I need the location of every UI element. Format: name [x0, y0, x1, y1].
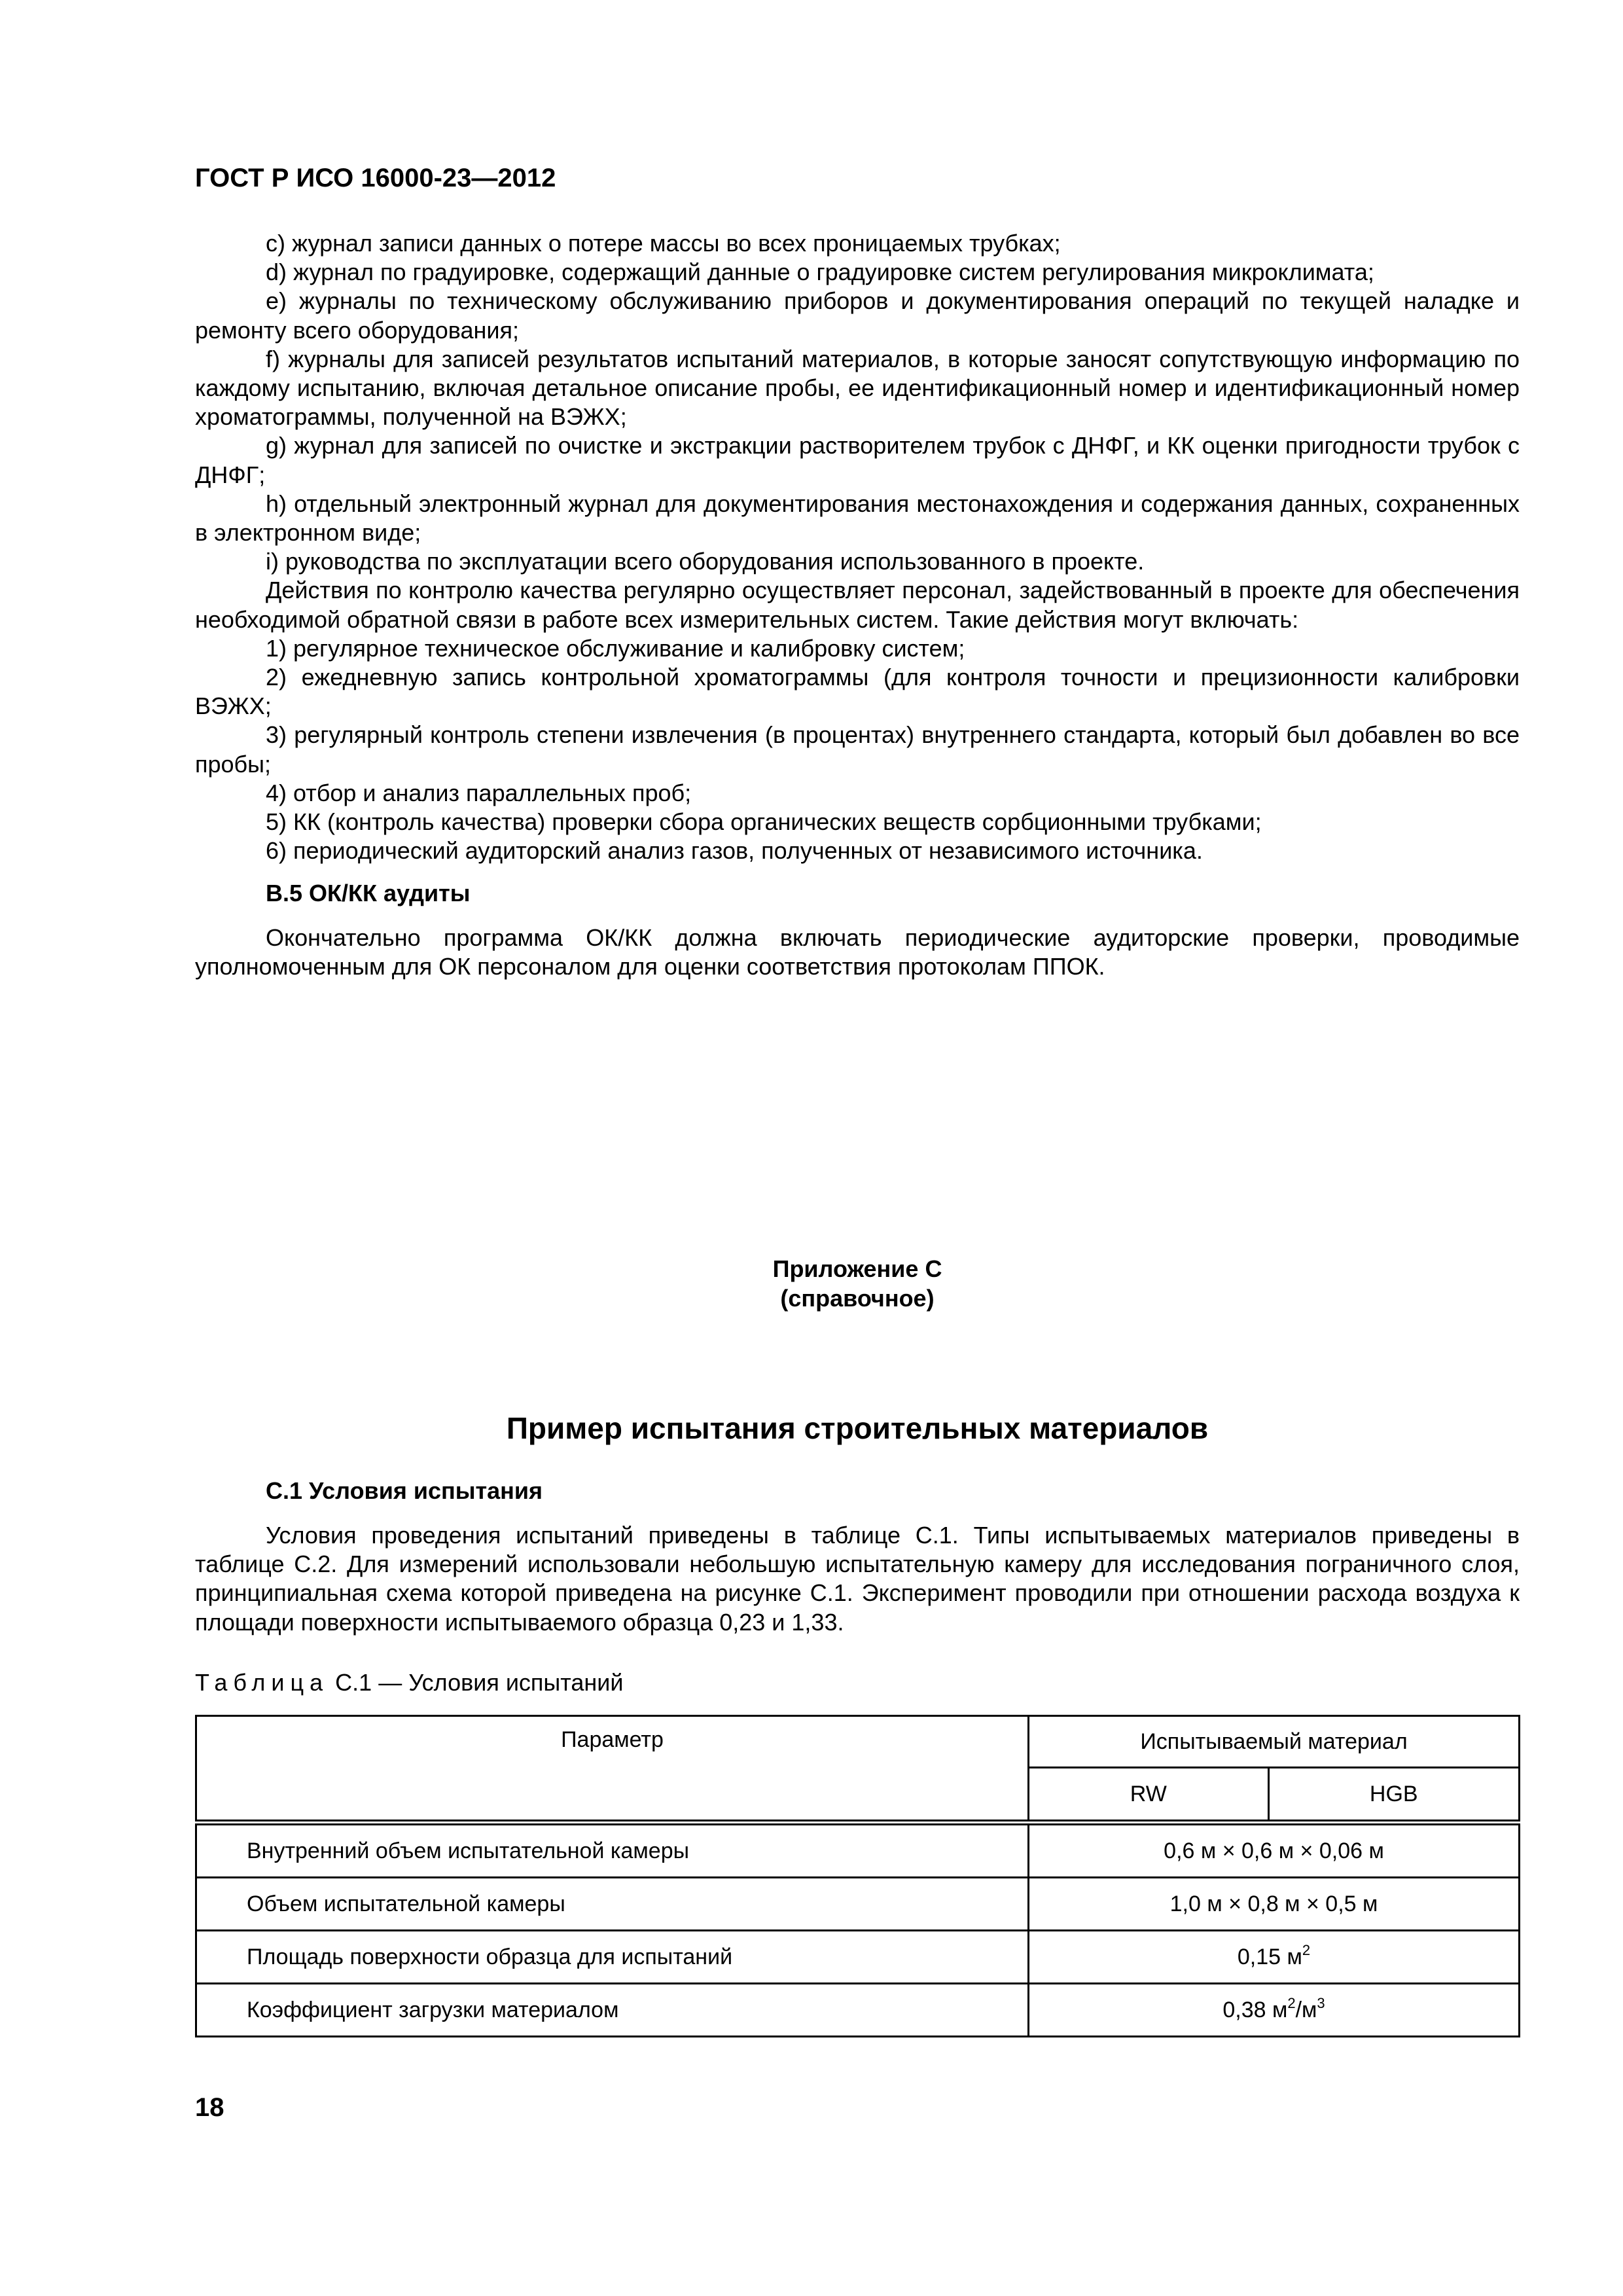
list-item: 5) КК (контроль качества) проверки сбора органических веществ сорбционными трубками;: [266, 808, 1262, 836]
document-header: ГОСТ Р ИСО 16000-23—2012: [195, 164, 556, 192]
list-item: g) журнал для записей по очистке и экстракции растворителем трубок с ДНФГ, и КК оценки пригодности трубок с ДНФГ;: [195, 432, 1520, 488]
value-superscript: 3: [1317, 1994, 1325, 2011]
value-cell: [1029, 1984, 1520, 2037]
list-item: c) журнал записи данных о потере массы во всех проницаемых трубках;: [266, 230, 1061, 257]
value-text: 0,15 м: [1237, 1944, 1302, 1969]
value-cell: 1,0 м × 0,8 м × 0,5 м: [1029, 1878, 1520, 1931]
param-cell: Внутренний объем испытательной камеры: [196, 1823, 1029, 1878]
annex-number: Приложение С: [772, 1255, 942, 1282]
value-text: 0,38 м: [1222, 1997, 1288, 2022]
header-parameter: Параметр: [196, 1716, 1029, 1823]
list-item: f) журналы для записей результатов испытаний материалов, в которые заносят сопутствующую информацию по каждому испытанию, включая детальное описание пробы, ее идентификационный номер и идентификационный номер хроматограммы, полученной на ВЭЖХ;: [195, 345, 1520, 431]
param-cell: Объем испытательной камеры: [196, 1878, 1029, 1931]
value-cell: [1029, 1931, 1520, 1984]
list-item: 3) регулярный контроль степени извлечения (в процентах) внутреннего стандарта, который был добавлен во все пробы;: [195, 721, 1520, 778]
header-hgb: HGB: [1268, 1768, 1520, 1823]
paragraph: Окончательно программа ОК/КК должна включать периодические аудиторские проверки, проводимые уполномоченным для ОК персоналом для оценки соответствия протоколам ППОК.: [195, 924, 1520, 980]
table-header-row: [196, 1716, 1520, 1768]
list-item: 6) периодический аудиторский анализ газов, полученных от независимого источника.: [266, 837, 1203, 865]
header-rw: RW: [1029, 1768, 1268, 1823]
paragraph: Действия по контролю качества регулярно осуществляет персонал, задействованный в проекте для обеспечения необходимой обратной связи в работе всех измерительных систем. Такие действия могут включать:: [195, 577, 1520, 633]
annex-label: [195, 1254, 1520, 1313]
param-cell: Коэффициент загрузки материалом: [196, 1984, 1029, 2037]
section-heading-b5: В.5 ОК/КК аудиты: [266, 880, 471, 906]
param-cell: Площадь поверхности образца для испытаний: [196, 1931, 1029, 1984]
table-caption-word: Таблица: [195, 1669, 329, 1696]
value-superscript: 2: [1302, 1941, 1311, 1958]
value-text: /м: [1295, 1997, 1317, 2022]
conditions-table: [195, 1715, 1520, 2037]
list-item: 4) отбор и анализ параллельных проб;: [266, 779, 692, 806]
value-superscript: 2: [1287, 1994, 1296, 2011]
section-b5-text: [195, 924, 1520, 981]
page-number: 18: [195, 2093, 224, 2122]
list-item: h) отдельный электронный журнал для документирования местонахождения и содержания данных, сохраненных в электронном виде;: [195, 490, 1520, 547]
value-cell: 0,6 м × 0,6 м × 0,06 м: [1029, 1823, 1520, 1878]
list-item: e) журналы по техническому обслуживанию приборов и документирования операций по текущей наладке и ремонту всего оборудования;: [195, 287, 1520, 344]
list-section: [195, 229, 1520, 865]
table-caption-text: С.1 — Условия испытаний: [335, 1669, 624, 1696]
annex-title: Пример испытания строительных материалов: [506, 1411, 1209, 1445]
table-row: [196, 1823, 1520, 1878]
section-c1-text: [195, 1521, 1520, 1637]
annex-type: (справочное): [780, 1285, 935, 1312]
section-heading-c1: С.1 Условия испытания: [266, 1477, 543, 1504]
table-row: [196, 1931, 1520, 1984]
list-item: 1) регулярное техническое обслуживание и калибровку систем;: [266, 634, 965, 662]
list-item: 2) ежедневную запись контрольной хроматограммы (для контроля точности и прецизионности калибровки ВЭЖХ;: [195, 664, 1520, 720]
list-item: i) руководства по эксплуатации всего оборудования использованного в проекте.: [266, 548, 1145, 575]
table-row: [196, 1878, 1520, 1931]
list-item: d) журнал по градуировке, содержащий данные о градуировке систем регулирования микроклимата;: [266, 259, 1374, 286]
table-caption: [195, 1669, 624, 1696]
paragraph: Условия проведения испытаний приведены в таблице С.1. Типы испытываемых материалов приведены в таблице С.2. Для измерений использовали небольшую испытательную камеру для исследования пограничного слоя, принципиальная схема которой приведена на рисунке С.1. Эксперимент проводили при отношении расхода воздуха к площади поверхности испытываемого образца 0,23 и 1,33.: [195, 1522, 1520, 1636]
header-material: Испытываемый материал: [1029, 1716, 1520, 1768]
table-row: [196, 1984, 1520, 2037]
